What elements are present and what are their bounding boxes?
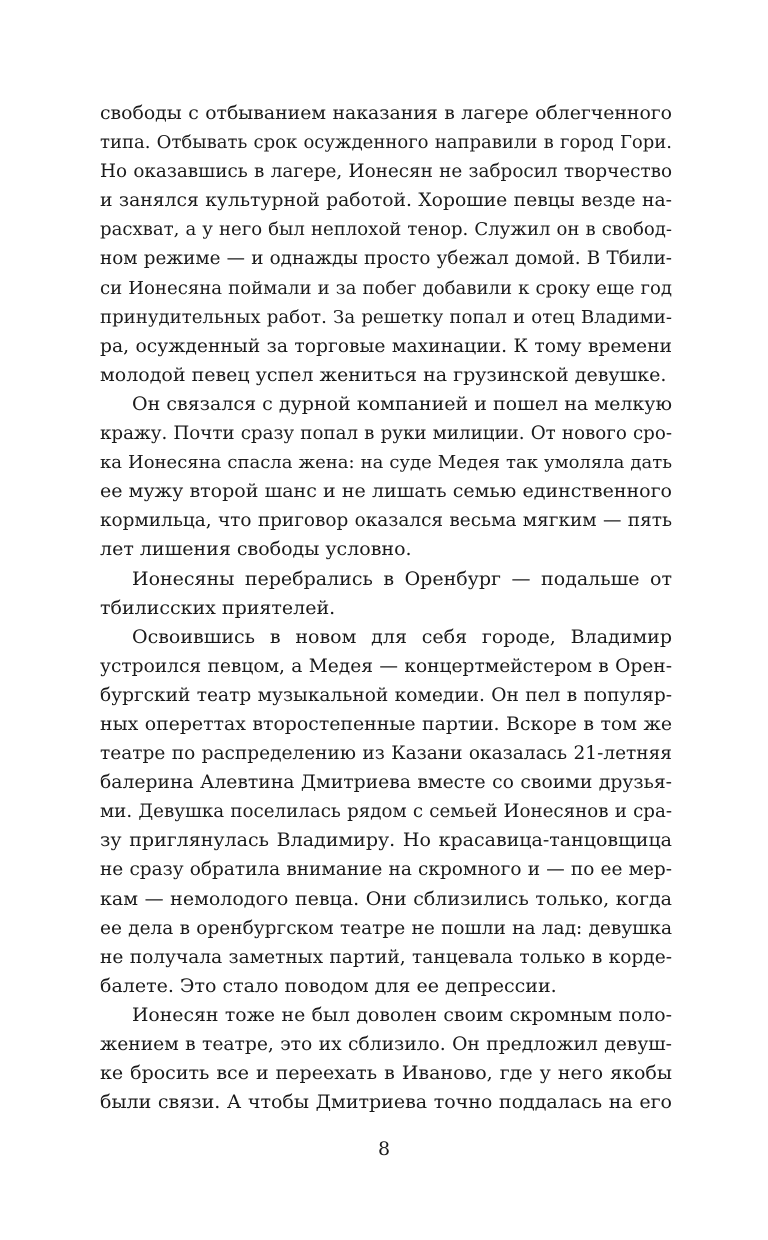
text-line: ра, осужденный за торговые махинации. К тому времени: [100, 335, 672, 357]
text-line: не получала заметных партий, танцевала только в корде-: [100, 946, 672, 968]
text-line: балете. Это стало поводом для ее депрессии.: [100, 974, 557, 997]
text-line: зу приглянулась Владимиру. Но красавица-танцовщица: [100, 829, 672, 852]
text-line: типа. Отбывать срок осужденного направили в город Гори.: [100, 132, 672, 154]
text-line: тбилисских приятелей.: [100, 596, 336, 619]
text-line: си Ионесяна поймали и за побег добавили к сроку еще год: [100, 277, 672, 299]
text-line: ка Ионесяна спасла жена: на суде Медея так умоляла дать: [100, 452, 672, 474]
text-line: свободы с отбыванием наказания в лагере облегченного: [100, 103, 672, 124]
text-line: лет лишения свободы условно.: [100, 538, 412, 561]
paragraph-first-line: Он связался с дурной компанией и пошел на мелкую: [132, 392, 672, 415]
paragraph-first-line: Ионесян тоже не был доволен своим скромным поло-: [132, 1004, 672, 1026]
text-line: расхват, а у него был неплохой тенор. Служил он в свобод-: [100, 219, 672, 241]
text-line: кам — немолодого певца. Они сблизились только, когда: [100, 887, 672, 910]
text-line: ее дела в оренбургском театре не пошли на лад: девушка: [100, 917, 672, 939]
text-line: бургский театр музыкальной комедии. Он пел в популяр-: [100, 684, 672, 706]
text-line: молодой певец успел жениться на грузинской девушке.: [100, 363, 667, 386]
text-line: устроился певцом, а Медея — концертмейстером в Орен-: [100, 655, 672, 677]
text-line: были связи. А чтобы Дмитриева точно поддалась на его: [100, 1091, 672, 1114]
text-line: кражу. Почти сразу попал в руки милиции. От нового сро-: [100, 423, 672, 445]
text-line: и занялся культурной работой. Хорошие певцы везде на-: [100, 190, 672, 212]
text-line: принудительных работ. За решетку попал и отец Владими-: [100, 306, 672, 328]
text-line: не сразу обратила внимание на скромного и — по ее мер-: [100, 859, 672, 881]
text-line: ке бросить все и переехать в Иваново, где у него якобы: [100, 1062, 672, 1085]
paragraph-first-line: Ионесяны перебрались в Оренбург — подальше от: [132, 567, 672, 590]
text-line: ном режиме — и однажды просто убежал домой. В Тбили-: [100, 248, 672, 270]
text-line: жением в театре, это их сблизило. Он предложил девуш-: [100, 1034, 672, 1055]
page-number: 8: [377, 1138, 391, 1160]
text-line: балерина Алевтина Дмитриева вместе со своими друзья-: [100, 772, 672, 794]
text-line: кормильца, что приговор оказался весьма мягким — пять: [100, 510, 672, 532]
text-line: ных опереттах второстепенные партии. Вскоре в том же: [100, 712, 672, 735]
text-line: ее мужу второй шанс и не лишать семью единственного: [100, 480, 672, 503]
body-text: [100, 99, 672, 1117]
text-line: театре по распределению из Казани оказалась 21-летняя: [100, 743, 672, 765]
paragraph-first-line: Освоившись в новом для себя городе, Владимир: [132, 625, 672, 648]
text-line: ми. Девушка поселилась рядом с семьей Ионесянов и сра-: [100, 801, 672, 823]
text-line: Но оказавшись в лагере, Ионесян не забросил творчество: [100, 161, 672, 183]
